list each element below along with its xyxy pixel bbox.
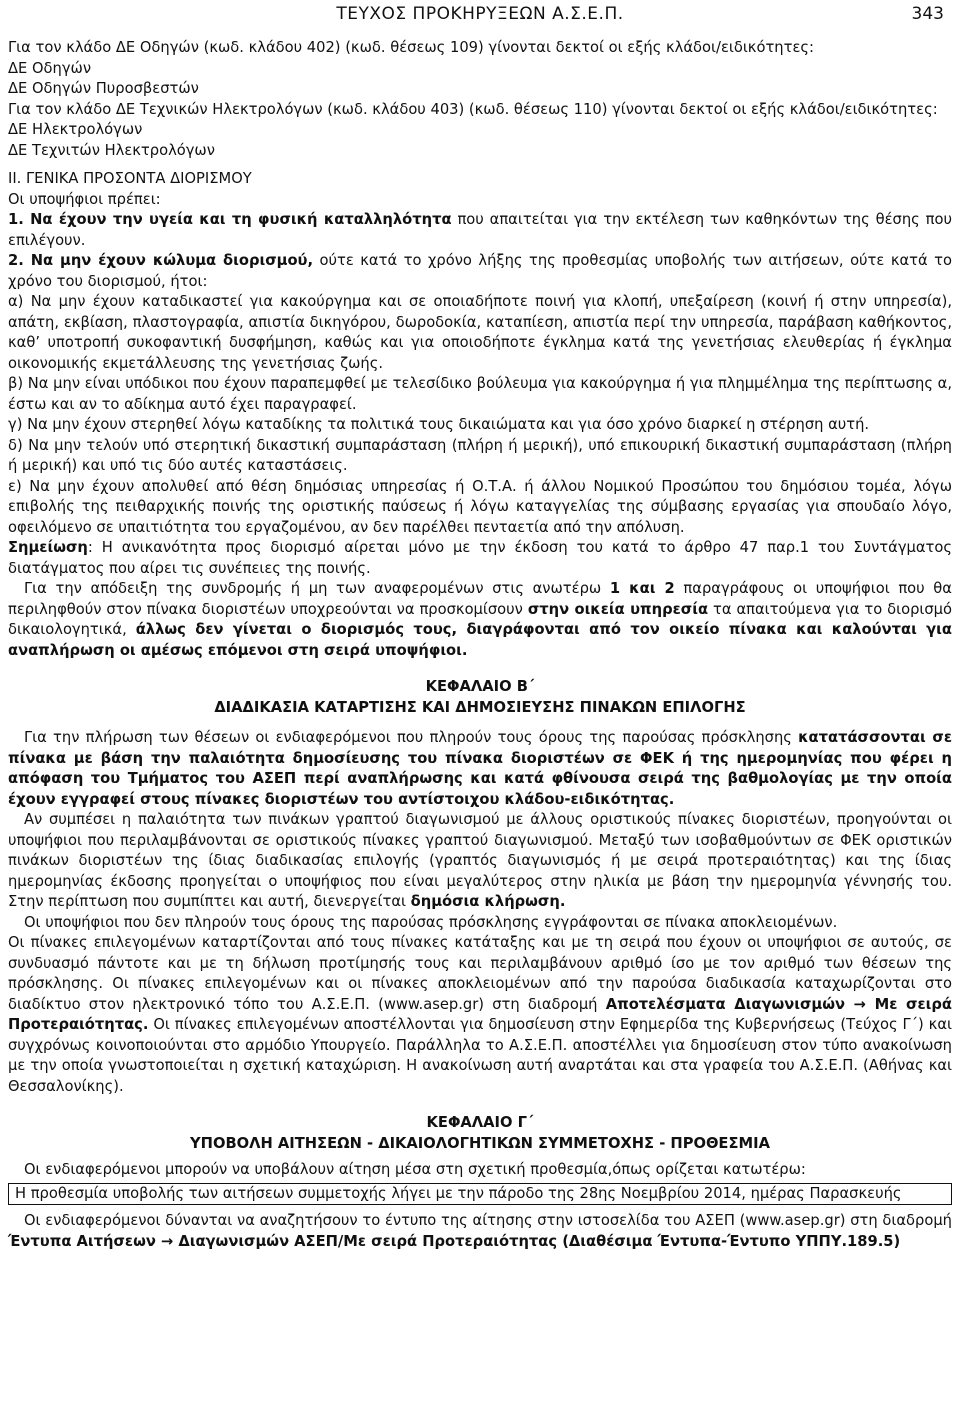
page-header (8, 0, 952, 38)
requirement-2e: ε) Να μην έχουν απολυθεί από θέση δημόσιας υπηρεσίας ή Ο.Τ.Α. ή άλλου Νομικού Προσώπου του δημόσιου τομέα, λόγω επιβολής της πειθαρχικής ποινής της οριστικής παύσεως ή λόγω καταγγελίας της σύμβασης εργασίας για σπουδαίο λόγο, οφειλόμενο σε υπαιτιότητα του εργαζομένου, αν δεν παρέλθει πενταετία από την απόλυση. (8, 477, 952, 536)
list-item: ΔΕ Οδηγών Πυροσβεστών (8, 80, 199, 97)
requirement-2b: β) Να μην είναι υπόδικοι που έχουν παραπεμφθεί με τελεσίδικο βούλευμα για κακούργημα ή για πλημμέλημα της περίπτωσης α, έστω και αν το αδίκημα αυτό έχει παραγραφεί. (8, 375, 952, 413)
header-title: ΤΕΥΧΟΣ ΠΡΟΚΗΡΥΞΕΩΝ Α.Σ.Ε.Π. (336, 4, 624, 24)
proof-paragraph: Για την απόδειξη της συνδρομής ή μη των αναφερομένων στις ανωτέρω 1 και 2 παραγράφους οι υποψήφιοι που θα περιληφθούν στον πίνακα διοριστέων υποχρεούνται να προσκομίσουν στην οικεία υπηρεσία τα απαιτούμενα για το διορισμό δικαιολογητικά, άλλως δεν γίνεται ο διορισμός τους, διαγράφονται από τον οικείο πίνακα και καλούνται για αναπλήρωση οι αμέσως επόμενοι στη σειρά υποψήφιοι. (8, 580, 953, 659)
chapter-c-heading: ΚΕΦΑΛΑΙΟ Γ΄ (426, 1114, 534, 1131)
list-item: ΔΕ Οδηγών (8, 59, 92, 77)
paragraph-drivers: Για τον κλάδο ΔΕ Οδηγών (κωδ. κλάδου 402) (κωδ. θέσεως 109) γίνονται δεκτοί οι εξής κλάδοι/ειδικότητες: (8, 39, 814, 56)
chapter-c-paragraph-2: Οι ενδιαφερόμενοι δύνανται να αναζητήσουν το έντυπο της αίτησης στην ιστοσελίδα του ΑΣΕΠ (www.asep.gr) στη διαδρομή Έντυπα Αιτήσεων → Διαγωνισμών ΑΣΕΠ/Με σειρά Προτεραιότητας (Διαθέσιμα Έντυπα-Έντυπο ΥΠΠΥ.189.5) (8, 1212, 952, 1250)
chapter-c-paragraph-1: Οι ενδιαφερόμενοι μπορούν να υποβάλουν αίτηση μέσα στη σχετική προθεσμία,όπως ορίζεται κατωτέρω: (24, 1161, 806, 1178)
paragraph-must: Οι υποψήφιοι πρέπει: (8, 190, 161, 208)
chapter-b-title: ΔΙΑΔΙΚΑΣΙΑ ΚΑΤΑΡΤΙΣΗΣ ΚΑΙ ΔΗΜΟΣΙΕΥΣΗΣ ΠΙΝΑΚΩΝ ΕΠΙΛΟΓΗΣ (214, 698, 746, 716)
paragraph-electricians: Για τον κλάδο ΔΕ Τεχνικών Ηλεκτρολόγων (κωδ. κλάδου 403) (κωδ. θέσεως 110) γίνονται δεκτοί οι εξής κλάδοι/ειδικότητες: (8, 100, 938, 118)
list-item: ΔΕ Ηλεκτρολόγων (8, 121, 143, 138)
deadline-text: Η προθεσμία υποβολής των αιτήσεων συμμετοχής λήγει με την πάροδο της 28ης Νοεμβρίου 2014, ημέρας Παρασκευής (15, 1184, 902, 1202)
list-item: ΔΕ Τεχνιτών Ηλεκτρολόγων (8, 141, 215, 159)
document-body (8, 38, 952, 1252)
requirement-2a: α) Να μην έχουν καταδικαστεί για κακούργημα και σε οποιαδήποτε ποινή για κλοπή, υπεξαίρεση (κοινή ή στην υπηρεσία), απάτη, εκβίαση, πλαστογραφία, απιστία δικηγόρου, δωροδοκία, καταπίεση, απιστία περί την υπηρεσία, παράβαση καθήκοντος, καθ’ υποτροπή συκοφαντική δυσφήμηση, καθώς και για οποιοδήποτε έγκλημα κατά της γενετήσιας ελευθερίας ή έγκλημα οικονομικής εκμετάλλευσης της γενετήσιας ζωής. (8, 293, 952, 372)
chapter-b-paragraph-1: Για την πλήρωση των θέσεων οι ενδιαφερόμενοι που πληρούν τους όρους της παρούσας πρόσκλησης κατατάσσονται σε πίνακα με βάση την παλαιότητα δημοσίευσης του πίνακα διοριστέων σε ΦΕΚ ή της ημερομηνίας που φέρει η απόφαση του Τμήματος του ΑΣΕΠ περί αναπλήρωσης και κατά φθίνουσα σειρά της βαθμολογίας με την οποία έχουν εγγραφεί στους πίνακες διοριστέων του αντίστοιχου κλάδου-ειδικότητας. (8, 729, 953, 808)
section-title: ΙΙ. ΓΕΝΙΚΑ ΠΡΟΣΟΝΤΑ ΔΙΟΡΙΣΜΟΥ (8, 170, 252, 187)
chapter-b-paragraph-2: Αν συμπέσει η παλαιότητα των πινάκων γραπτού διαγωνισμού με άλλους οριστικούς πίνακες διοριστέων, προηγούνται οι υποψήφιοι που περιλαμβάνονται σε οριστικούς πίνακες γραπτού διαγωνισμού. Μεταξύ των ισοβαθμούντων σε ΦΕΚ οριστικών πινάκων διοριστέων της ίδιας διαδικασίας επιλογής (γραπτός διαγωνισμός ή με σειρά προτεραιότητας) και της ίδιας ημερομηνίας έκδοσης προηγείται ο υποψήφιος που είναι μεγαλύτερος στην ηλικία με βάση την ημερομηνία γέννησής του. Στην περίπτωση που συμπίπτει και αυτή, διενεργείται δημόσια κλήρωση. (8, 811, 952, 910)
chapter-b-heading: ΚΕΦΑΛΑΙΟ Β΄ (425, 678, 535, 695)
requirement-2d: δ) Να μην τελούν υπό στερητική δικαστική συμπαράσταση (πλήρη ή μερική), υπό επικουρική δικαστική συμπαράσταση (πλήρη ή μερική) και υπό τις δύο αυτές καταστάσεις. (8, 436, 952, 474)
deadline-box (8, 1183, 952, 1206)
requirement-1: 1. Να έχουν την υγεία και τη φυσική καταλληλότητα που απαιτείται για την εκτέλεση των καθηκόντων της θέσης που επιλέγουν. (8, 211, 952, 249)
chapter-c-title: ΥΠΟΒΟΛΗ ΑΙΤΗΣΕΩΝ - ΔΙΚΑΙΟΛΟΓΗΤΙΚΩΝ ΣΥΜΜΕΤΟΧΗΣ - ΠΡΟΘΕΣΜΙΑ (190, 1134, 770, 1152)
chapter-b-paragraph-3: Οι υποψήφιοι που δεν πληρούν τους όρους της παρούσας πρόσκλησης εγγράφονται σε πίνακα αποκλειομένων. (24, 913, 838, 931)
chapter-b-paragraph-4: Οι πίνακες επιλεγομένων καταρτίζονται από τους πίνακες κατάταξης και με τη σειρά που έχουν οι υποψήφιοι σε αυτούς, σε συνδυασμό πάντοτε και με τη δήλωση προτίμησής τους και περιλαμβάνουν αριθμό ίσο με τον αριθμό των θέσεων της πρόσκλησης. Οι πίνακες επιλεγομένων και οι πίνακες αποκλειομένων από την παρούσα διαδικασία καταχωρίζονται στο διαδίκτυο στον ηλεκτρονικό τόπο του Α.Σ.Ε.Π. (www.asep.gr) στη διαδρομή Αποτελέσματα Διαγωνισμών → Με σειρά Προτεραιότητας. Οι πίνακες επιλεγομένων αποστέλλονται για δημοσίευση στην Εφημερίδα της Κυβερνήσεως (Τεύχος Γ΄) και συγχρόνως κοινοποιούνται στο αρμόδιο Υπουργείο. Παράλληλα το Α.Σ.Ε.Π. αποστέλλει για δημοσίευση στον τύπο ανακοίνωση με την οποία γνωστοποιείται η σχετική καταχώριση. Η ανακοίνωση αυτή αναρτάται και στα γραφεία του Α.Σ.Ε.Π. (Αθήνας και Θεσσαλονίκης). (8, 934, 952, 1095)
note: Σημείωση: Η ανικανότητα προς διορισμό αίρεται μόνο με την έκδοση του κατά το άρθρο 47 παρ.1 του Συντάγματος διατάγματος που αίρει τις συνέπειες της ποινής. (8, 539, 952, 577)
page-number: 343 (911, 4, 944, 24)
requirement-2: 2. Να μην έχουν κώλυμα διορισμού, ούτε κατά το χρόνο λήξης της προθεσμίας υποβολής των αιτήσεων, ούτε κατά το χρόνο του διορισμού, ήτοι: (8, 252, 952, 290)
requirement-2c: γ) Να μην έχουν στερηθεί λόγω καταδίκης τα πολιτικά τους δικαιώματα και για όσο χρόνο διαρκεί η στέρηση αυτή. (8, 416, 870, 433)
